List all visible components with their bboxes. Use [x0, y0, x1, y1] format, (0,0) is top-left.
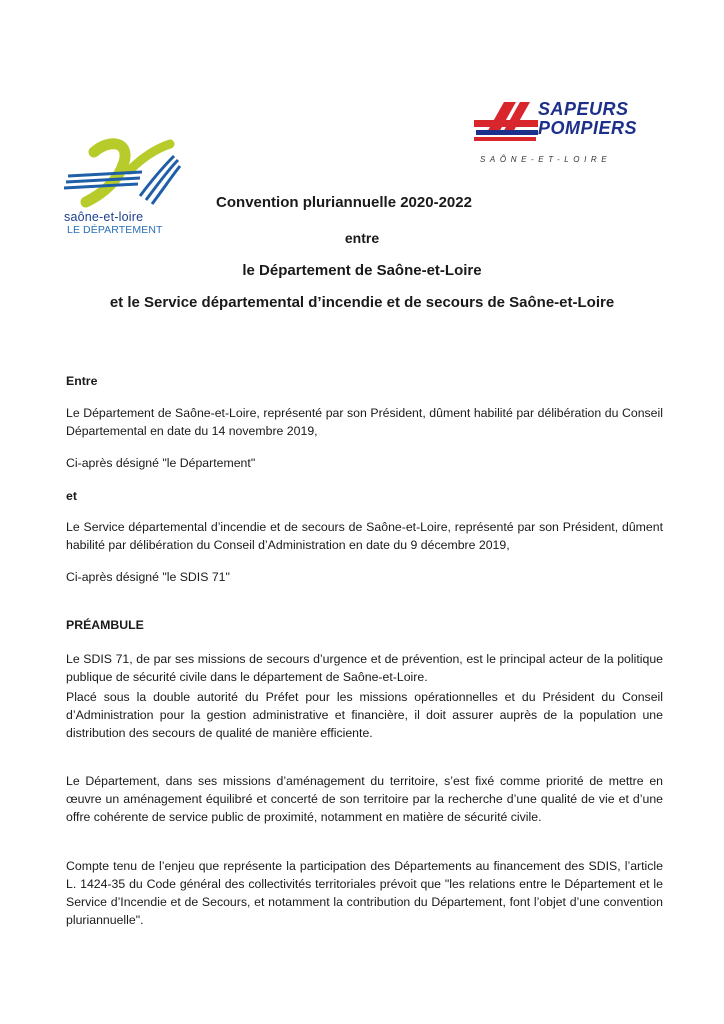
- sdis-logo-line2: POMPIERS: [538, 118, 638, 138]
- entre-heading: Entre: [66, 374, 98, 388]
- sdis-logo-line1: SAPEURS: [538, 99, 629, 119]
- departement-logo: [60, 136, 190, 236]
- sdis-logo: [474, 99, 638, 174]
- sdis-logo-line3: SAÔNE-ET-LOIRE: [480, 155, 612, 164]
- document-title: Convention pluriannuelle 2020-2022: [216, 194, 472, 211]
- title-entre: entre: [344, 230, 380, 246]
- et-heading: et: [66, 489, 77, 503]
- departement-paragraph: Le Département de Saône-et-Loire, représenté par son Président, dûment habilité par délibération du Conseil Départemental en date du 14 novembre 2019,: [66, 406, 663, 438]
- preambule-paragraph-4: Compte tenu de l’enjeu que représente la participation des Départements au financement des SDIS, l’article L. 1424-35 du Code général des collectivités territoriales prévoit que "les relations entre le Département et le Service d’Incendie et de Secours, et notamment la contribution du Département, font l’objet d’une convention pluriannuelle".: [66, 859, 663, 927]
- sdis-paragraph: Le Service départemental d’incendie et de secours de Saône-et-Loire, représenté par son Président, dûment habilité par délibération du Conseil d’Administration en date du 9 décembre 2019,: [66, 520, 663, 552]
- preambule-heading: PRÉAMBULE: [66, 618, 144, 632]
- sdis-designation: Ci-après désigné "le SDIS 71": [66, 570, 230, 584]
- sdis-logo-mark: [474, 102, 538, 150]
- preambule-paragraph-1: Le SDIS 71, de par ses missions de secours d’urgence et de prévention, est le principal acteur de la politique publique de sécurité civile dans le département de Saône-et-Loire.: [66, 652, 663, 684]
- preambule-paragraph-2: Placé sous la double autorité du Préfet pour les missions opérationnelles et du Président du Conseil d’Administration pour la gestion administrative et financière, il doit assurer auprès de la population une distribution des secours de qualité de manière efficiente.: [66, 690, 663, 740]
- preambule-paragraph-3: Le Département, dans ses missions d’aménagement du territoire, s’est fixé comme priorité de mettre en œuvre un aménagement équilibré et concerté de son territoire par la recherche d’une qualité de vie et d’une offre cohérente de service public de proximité, notamment en matière de sécurité civile.: [66, 774, 663, 824]
- departement-designation: Ci-après désigné "le Département": [66, 456, 256, 470]
- departement-logo-name: saône-et-loire: [64, 210, 144, 224]
- title-sdis: et le Service départemental d’incendie et de secours de Saône-et-Loire: [109, 294, 615, 311]
- title-departement: le Département de Saône-et-Loire: [242, 262, 482, 279]
- departement-logo-subtitle: LE DÉPARTEMENT: [67, 224, 163, 236]
